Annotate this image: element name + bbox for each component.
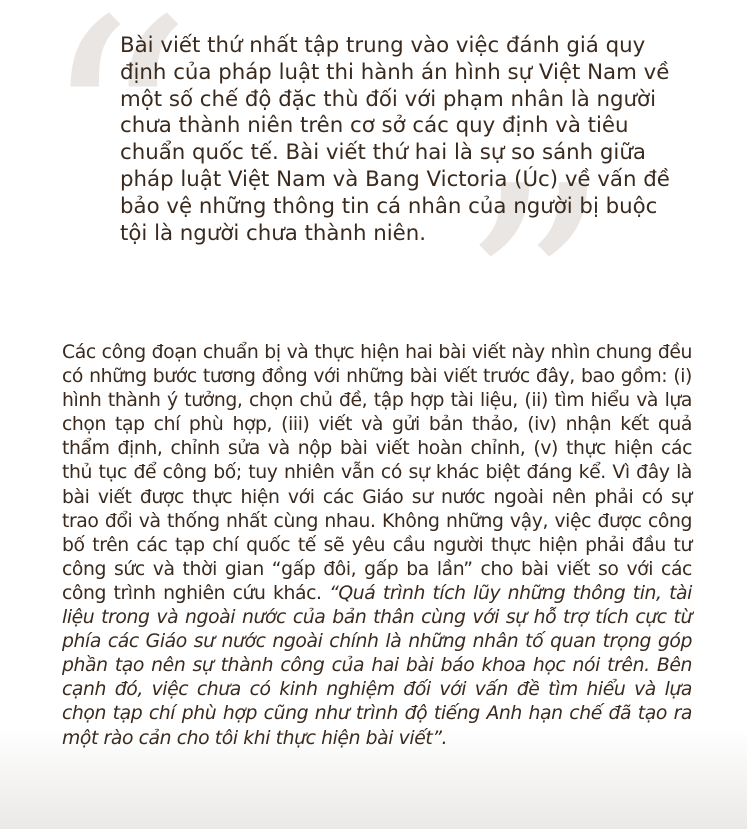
body-paragraph — [62, 341, 692, 751]
close-quote-icon: ” — [458, 123, 592, 472]
body-text-main: Các công đoạn chuẩn bị và thực hiện hai bài viết này nhìn chung đều có những bước tương đồng với những bài viết trước đây, bao gồm: (i) hình thành ý tưởng, chọn chủ đề, tập hợp tài liệu, (ii) tìm hiểu và lựa chọn tạp chí phù hợp, (iii) viết và gửi bản thảo, (iv) nhận kết quả thẩm định, chỉnh sửa và nộp bài viết hoàn chỉnh, (v) thực hiện các thủ tục để công bố; tuy nhiên vẫn có sự khác biệt đáng kể. Vì đây là bài viết được thực hiện với các Giáo sư nước ngoài nên phải có sự trao đổi và thống nhất cùng nhau. Không những vậy, việc được công bố trên các tạp chí quốc tế sẽ yêu cầu người thực hiện phải đầu tư công sức và thời gian “gấp đôi, gấp ba lần” cho bài viết so với các công trình nghiên cứu khác. — [62, 342, 692, 604]
open-quote-icon: “ — [40, 0, 174, 306]
pull-quote: Bài viết thứ nhất tập trung vào việc đánh giá quy định của pháp luật thi hành án hình sự Việt Nam về một số chế độ đặc thù đối với phạm nhân là người chưa thành niên trên cơ sở các quy định và tiêu chuẩn quốc tế. Bài viết thứ hai là sự so sánh giữa pháp luật Việt Nam và Bang Victoria (Úc) về vấn đề bảo vệ những thông tin cá nhân của người bị buộc tội là người chưa thành niên. — [120, 33, 670, 246]
italic-quotation: “Quá trình tích lũy những thông tin, tài liệu trong và ngoài nước của bản thân cùng với sự hỗ trợ tích cực từ phía các Giáo sư nước ngoài chính là những nhân tố quan trọng góp phần tạo nên sự thành công của hai bài báo khoa học nói trên. Bên cạnh đó, việc chưa có kinh nghiệm đối với vấn đề tìm hiểu và lựa chọn tạp chí phù hợp cũng như trình độ tiếng Anh hạn chế đã tạo ra một rào cản cho tôi khi thực hiện bài viết”. — [62, 582, 692, 749]
